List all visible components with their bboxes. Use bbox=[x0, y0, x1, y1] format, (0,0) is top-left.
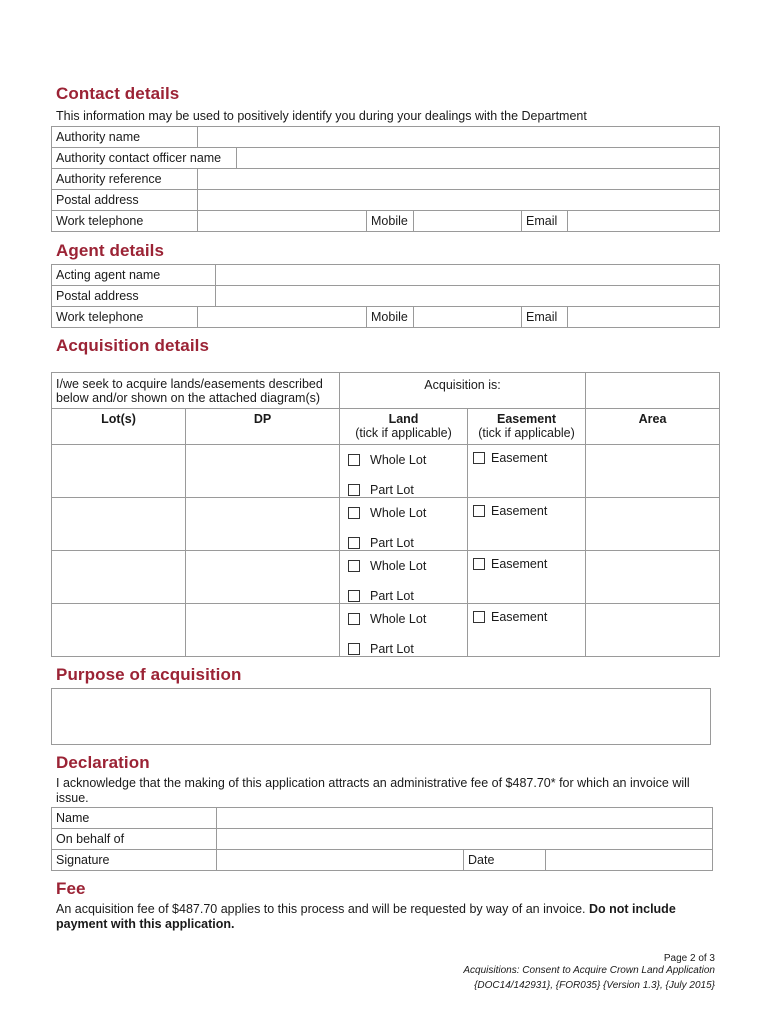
easement-cell bbox=[468, 498, 586, 551]
dp-cell[interactable] bbox=[186, 604, 340, 657]
easement-checkbox[interactable] bbox=[473, 558, 485, 570]
whole-lot-option[interactable]: Whole Lot bbox=[348, 558, 467, 573]
purpose-heading: Purpose of acquisition bbox=[56, 665, 242, 684]
email-label: Email bbox=[522, 211, 568, 232]
whole-lot-checkbox[interactable] bbox=[348, 454, 360, 466]
lot-cell[interactable] bbox=[52, 498, 186, 551]
agent-name-input[interactable] bbox=[216, 265, 719, 285]
easement-checkbox[interactable] bbox=[473, 452, 485, 464]
contact-officer-input[interactable] bbox=[237, 148, 719, 168]
lot-cell[interactable] bbox=[52, 445, 186, 498]
agent-phone-row bbox=[52, 307, 720, 328]
whole-lot-checkbox[interactable] bbox=[348, 507, 360, 519]
authority-reference-label: Authority reference bbox=[52, 169, 198, 190]
signature-label: Signature bbox=[52, 850, 217, 871]
email-input[interactable] bbox=[568, 211, 719, 231]
agent-email-input[interactable] bbox=[568, 307, 719, 327]
date-input[interactable] bbox=[546, 850, 712, 870]
agent-mobile-label: Mobile bbox=[367, 307, 414, 328]
declaration-name-input[interactable] bbox=[217, 808, 712, 828]
land-cell bbox=[340, 445, 468, 498]
footer-document-title: Acquisitions: Consent to Acquire Crown Land Application bbox=[463, 965, 715, 976]
part-lot-checkbox[interactable] bbox=[348, 537, 360, 549]
part-lot-checkbox[interactable] bbox=[348, 484, 360, 496]
easement-checkbox[interactable] bbox=[473, 505, 485, 517]
acquisition-header-row bbox=[52, 373, 720, 409]
work-telephone-input[interactable] bbox=[198, 211, 366, 231]
agent-work-telephone-input[interactable] bbox=[198, 307, 366, 327]
footer-document-reference: {DOC14/142931}, {FOR035} {Version 1.3}, {July 2015} bbox=[474, 980, 715, 991]
agent-name-row bbox=[52, 265, 720, 286]
signature-input[interactable] bbox=[217, 850, 463, 870]
whole-lot-option[interactable]: Whole Lot bbox=[348, 452, 467, 467]
agent-postal-row bbox=[52, 286, 720, 307]
authority-reference-row bbox=[52, 169, 720, 190]
authority-name-row bbox=[52, 127, 720, 148]
area-cell[interactable] bbox=[586, 604, 720, 657]
agent-details-heading: Agent details bbox=[56, 241, 165, 260]
lots-column-header: Lot(s) bbox=[52, 409, 186, 445]
acquisition-details-heading: Acquisition details bbox=[56, 336, 210, 355]
authority-name-label: Authority name bbox=[52, 127, 198, 148]
page-number: Page 2 of 3 bbox=[663, 953, 715, 964]
work-telephone-label: Work telephone bbox=[52, 211, 198, 232]
easement-checkbox[interactable] bbox=[473, 611, 485, 623]
area-cell[interactable] bbox=[586, 551, 720, 604]
declaration-text: I acknowledge that the making of this application attracts an administrative fee of $487.70* for which an invoice will issue. bbox=[56, 776, 690, 805]
land-cell bbox=[340, 604, 468, 657]
dp-cell[interactable] bbox=[186, 551, 340, 604]
lot-cell[interactable] bbox=[52, 604, 186, 657]
part-lot-option[interactable]: Part Lot bbox=[348, 482, 467, 497]
authority-name-input[interactable] bbox=[198, 127, 719, 147]
contact-intro-text: This information may be used to positively identify you during your dealings with the Department bbox=[56, 109, 587, 123]
declaration-name-row bbox=[52, 808, 713, 829]
agent-mobile-input[interactable] bbox=[414, 307, 521, 327]
fee-heading: Fee bbox=[56, 879, 86, 898]
easement-cell bbox=[468, 551, 586, 604]
area-cell[interactable] bbox=[586, 445, 720, 498]
part-lot-checkbox[interactable] bbox=[348, 590, 360, 602]
purpose-textarea[interactable] bbox=[51, 688, 711, 745]
acquisition-row bbox=[52, 551, 720, 604]
fee-text: An acquisition fee of $487.70 applies to this process and will be requested by way of an invoice. Do not include payment with this application. bbox=[56, 902, 676, 931]
easement-cell bbox=[468, 604, 586, 657]
mobile-input[interactable] bbox=[414, 211, 521, 231]
easement-option[interactable]: Easement bbox=[473, 450, 585, 465]
area-cell[interactable] bbox=[586, 498, 720, 551]
area-column-header: Area bbox=[586, 409, 720, 445]
declaration-table bbox=[51, 807, 713, 871]
agent-postal-label: Postal address bbox=[52, 286, 216, 307]
whole-lot-checkbox[interactable] bbox=[348, 560, 360, 572]
whole-lot-option[interactable]: Whole Lot bbox=[348, 505, 467, 520]
land-cell bbox=[340, 551, 468, 604]
authority-reference-input[interactable] bbox=[198, 169, 719, 189]
on-behalf-label: On behalf of bbox=[52, 829, 217, 850]
acquisition-row bbox=[52, 445, 720, 498]
postal-address-input[interactable] bbox=[198, 190, 719, 210]
dp-cell[interactable] bbox=[186, 498, 340, 551]
contact-officer-row bbox=[52, 148, 720, 169]
land-column-header: Land (tick if applicable) bbox=[340, 409, 468, 445]
acquisition-row bbox=[52, 604, 720, 657]
agent-details-table bbox=[51, 264, 720, 328]
agent-email-label: Email bbox=[522, 307, 568, 328]
land-cell bbox=[340, 498, 468, 551]
declaration-name-label: Name bbox=[52, 808, 217, 829]
acquisition-column-headers bbox=[52, 409, 720, 445]
part-lot-option[interactable]: Part Lot bbox=[348, 588, 467, 603]
acquisition-seek-text: I/we seek to acquire lands/easements described below and/or shown on the attached diagram(s) bbox=[52, 373, 340, 409]
easement-column-header: Easement (tick if applicable) bbox=[468, 409, 586, 445]
part-lot-option[interactable]: Part Lot bbox=[348, 641, 467, 656]
dp-cell[interactable] bbox=[186, 445, 340, 498]
on-behalf-row bbox=[52, 829, 713, 850]
easement-option[interactable]: Easement bbox=[473, 556, 585, 571]
acquisition-table bbox=[51, 372, 720, 657]
on-behalf-input[interactable] bbox=[217, 829, 712, 849]
acquisition-is-label: Acquisition is: bbox=[340, 373, 586, 409]
whole-lot-option[interactable]: Whole Lot bbox=[348, 611, 467, 626]
part-lot-checkbox[interactable] bbox=[348, 643, 360, 655]
contact-details-heading: Contact details bbox=[56, 84, 180, 103]
mobile-label: Mobile bbox=[367, 211, 414, 232]
agent-postal-input[interactable] bbox=[216, 286, 719, 306]
part-lot-option[interactable]: Part Lot bbox=[348, 535, 467, 550]
dp-column-header: DP bbox=[186, 409, 340, 445]
date-label: Date bbox=[464, 850, 546, 871]
whole-lot-checkbox[interactable] bbox=[348, 613, 360, 625]
acquisition-blank-cell bbox=[586, 373, 720, 409]
acquisition-row bbox=[52, 498, 720, 551]
fee-warning: Do not include payment with this application. bbox=[56, 902, 676, 931]
postal-address-row bbox=[52, 190, 720, 211]
agent-work-telephone-label: Work telephone bbox=[52, 307, 198, 328]
easement-option[interactable]: Easement bbox=[473, 609, 585, 624]
contact-officer-label: Authority contact officer name bbox=[52, 148, 237, 169]
lot-cell[interactable] bbox=[52, 551, 186, 604]
contact-details-table bbox=[51, 126, 720, 232]
postal-address-label: Postal address bbox=[52, 190, 198, 211]
easement-cell bbox=[468, 445, 586, 498]
easement-option[interactable]: Easement bbox=[473, 503, 585, 518]
agent-name-label: Acting agent name bbox=[52, 265, 216, 286]
declaration-heading: Declaration bbox=[56, 753, 150, 772]
signature-row bbox=[52, 850, 713, 871]
contact-phone-row bbox=[52, 211, 720, 232]
